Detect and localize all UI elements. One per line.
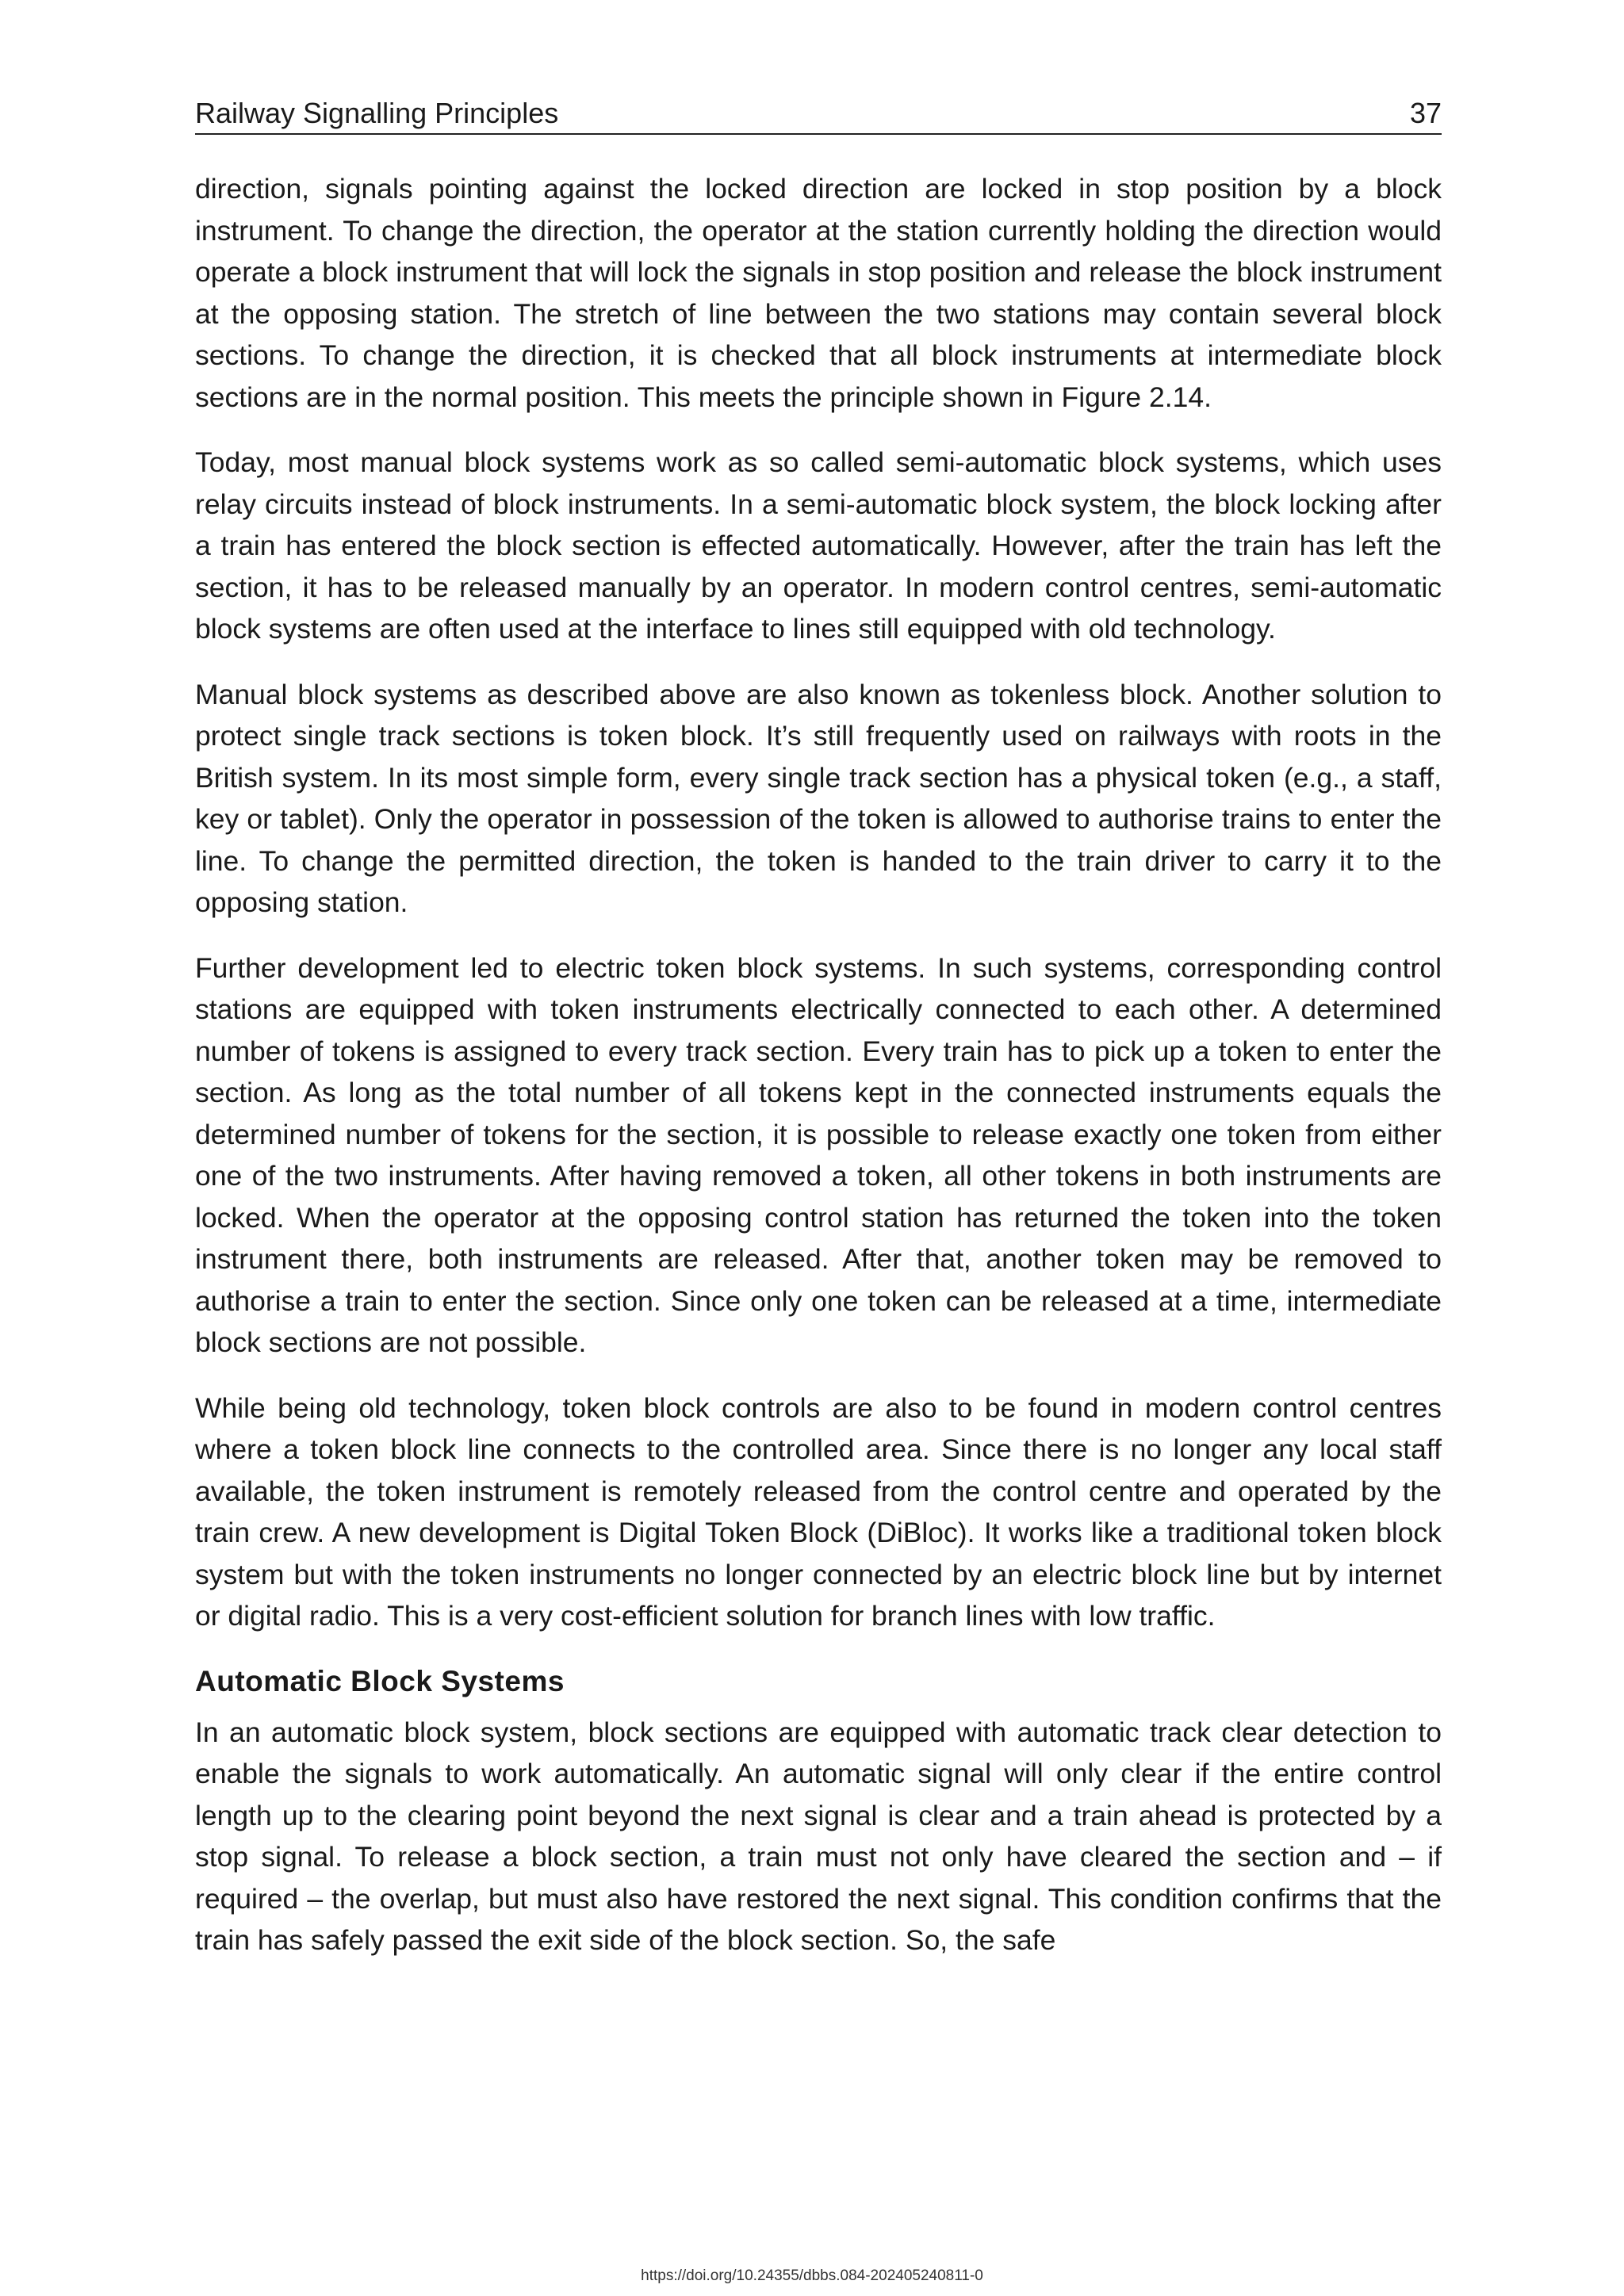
paragraph-semi-automatic: Today, most manual block systems work as so called semi-automatic block systems, which uses relay circuits instead of block instruments. In a semi-automatic block system, the block locking after a train has entered the block section is effected automatically. However, after the train has left the section, it has to be released manually by an operator. In modern control centres, semi-automatic block systems are often used at the interface to lines still equipped with old technology. (195, 446, 1442, 645)
paragraph-automatic-block: In an automatic block system, block sections are equipped with automatic track clear detection to enable the signals to work automatically. An automatic signal will only clear if the entire control length up to the clearing point beyond the next signal is clear and a train ahead is protected by a stop signal. To release a block section, a train must not only have cleared the section and – if required – the overlap, but must also have restored the next signal. This condition confirms that the train has safely passed the exit side of the block section. So, the safe (195, 1716, 1442, 1956)
paragraph-digital-token: While being old technology, token block controls are also to be found in modern control centres where a token block line connects to the controlled area. Since there is no longer any local staff available, the token instrument is remotely released from the control centre and operated by the train crew. A new development is Digital Token Block (DiBloc). It works like a traditional token block system but with the token instruments no longer connected by an electric block line but by internet or digital radio. This is a very cost-efficient solution for branch lines with low traffic. (195, 1391, 1442, 1632)
paragraph-token-block: Manual block systems as described above are also known as tokenless block. Another solution to protect single track sections is token block. It’s still frequently used on railways with roots in the British system. In its most simple form, every single track section has a physical token (e.g., a staff, key or tablet). Only the operator in possession of the token is allowed to authorise trains to enter the line. To change the permitted direction, the token is handed to the train driver to carry it to the opposing station. (195, 678, 1442, 918)
page (195, 95, 1442, 1985)
paragraph-electric-token: Further development led to electric token block systems. In such systems, corresponding control stations are equipped with token instruments electrically connected to each other. A determined number of tokens is assigned to every track section. Every train has to pick up a token to enter the section. As long as the total number of all tokens kept in the connected instruments equals the determined number of tokens for the section, it is possible to release exactly one token from either one of the two instruments. After having removed a token, all other tokens in both instruments are locked. When the operator at the opposing control station has returned the token into the token instrument there, both instruments are released. After that, another token may be removed to authorise a train to enter the section. Since only one token can be released at a time, intermediate block sections are not possible. (195, 951, 1442, 1358)
running-header-title: Railway Signalling Principles (195, 97, 559, 129)
page-number: 37 (1409, 97, 1442, 129)
running-header (195, 95, 1442, 135)
body-text (195, 168, 1442, 1961)
doi-footer: https://doi.org/10.24355/dbbs.084-202405240811-0 (641, 2267, 983, 2284)
section-heading: Automatic Block Systems (195, 1664, 565, 1697)
paragraph-direction-change: direction, signals pointing against the locked direction are locked in stop position by a block instrument. To change the direction, the operator at the station currently holding the direction would operate a block instrument that will lock the signals in stop position and release the block instrument at the opposing station. The stretch of line between the two stations may contain several block sections. To change the direction, it is checked that all block instruments at intermediate block sections are in the normal position. This meets the principle shown in Figure 2.14. (195, 173, 1442, 413)
